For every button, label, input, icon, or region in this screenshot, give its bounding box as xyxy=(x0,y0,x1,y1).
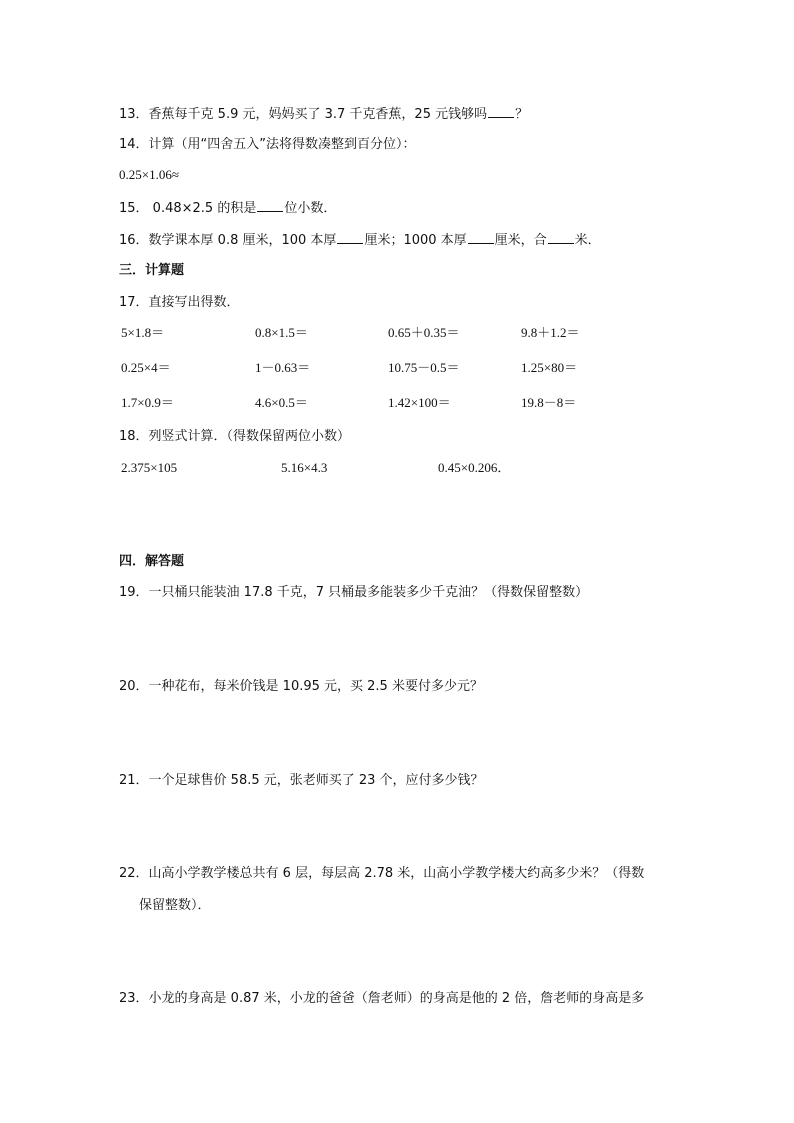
math-cell: 5×1.8＝ xyxy=(121,325,165,340)
question-23: 23．小龙的身高是 0.87 米，小龙的爸爸（詹老师）的身高是他的 2 倍，詹老师的身高是多 xyxy=(119,991,645,1006)
vertical-calc-item: 5.16×4.3 xyxy=(281,460,328,475)
question-14-expression: 0.25×1.06≈ xyxy=(119,167,179,182)
question-22-line-2: 保留整数）． xyxy=(139,898,211,913)
math-cell: 0.25×4＝ xyxy=(121,360,171,375)
question-15 xyxy=(119,198,336,218)
question-16-part2: 厘米；1000 本厚 xyxy=(364,233,467,248)
question-17: 17．直接写出得数． xyxy=(119,295,240,310)
math-cell: 1.25×80＝ xyxy=(521,360,578,375)
math-cell: 4.6×0.5＝ xyxy=(255,395,308,410)
math-cell: 10.75－0.5＝ xyxy=(388,360,460,375)
math-cell: 1.42×100＝ xyxy=(388,395,451,410)
question-13-text: 13．香蕉每千克 5.9 元，妈妈买了 3.7 千克香蕉，25 元钱够吗 xyxy=(119,107,488,122)
answer-blank xyxy=(548,230,574,244)
question-22-line-1: 22．山高小学教学楼总共有 6 层，每层高 2.78 米，山高小学教学楼大约高多少米？（得数 xyxy=(119,866,645,881)
math-cell: 1－0.63＝ xyxy=(255,360,311,375)
question-21: 21．一个足球售价 58.5 元，张老师买了 23 个，应付多少钱？ xyxy=(119,773,484,788)
math-cell: 0.8×1.5＝ xyxy=(255,325,308,340)
question-16-part1: 16．数学课本厚 0.8 厘米，100 本厚 xyxy=(119,233,337,248)
section-heading-word-problems: 四．解答题 xyxy=(119,554,185,569)
question-13 xyxy=(119,104,528,124)
vertical-calc-item: 2.375×105 xyxy=(121,460,178,475)
question-20: 20．一种花布，每米价钱是 10.95 元，买 2.5 米要付多少元？ xyxy=(119,679,483,694)
question-15-text: 15． 0.48×2.5 的积是 xyxy=(119,201,257,216)
question-16-part4: 米． xyxy=(574,233,601,248)
question-15-end: 位小数． xyxy=(284,201,337,216)
answer-blank xyxy=(257,198,283,212)
question-14: 14．计算（用“四舍五入”法将得数凑整到百分位）： xyxy=(119,137,416,152)
math-cell: 1.7×0.9＝ xyxy=(121,395,174,410)
question-16-part3: 厘米，合 xyxy=(494,233,547,248)
section-heading-calculation: 三．计算题 xyxy=(119,263,185,278)
answer-blank xyxy=(337,230,363,244)
question-16 xyxy=(119,230,601,250)
answer-blank xyxy=(468,230,494,244)
math-cell: 9.8＋1.2＝ xyxy=(521,325,580,340)
question-18: 18．列竖式计算．（得数保留两位小数） xyxy=(119,429,351,444)
math-cell: 19.8－8＝ xyxy=(521,395,577,410)
math-cell: 0.65＋0.35＝ xyxy=(388,325,460,340)
question-19: 19．一只桶只能装油 17.8 千克，7 只桶最多能装多少千克油？（得数保留整数） xyxy=(119,585,589,600)
vertical-calc-item: 0.45×0.206． xyxy=(438,460,511,475)
question-13-end: ？ xyxy=(515,107,529,122)
answer-blank xyxy=(488,104,514,118)
